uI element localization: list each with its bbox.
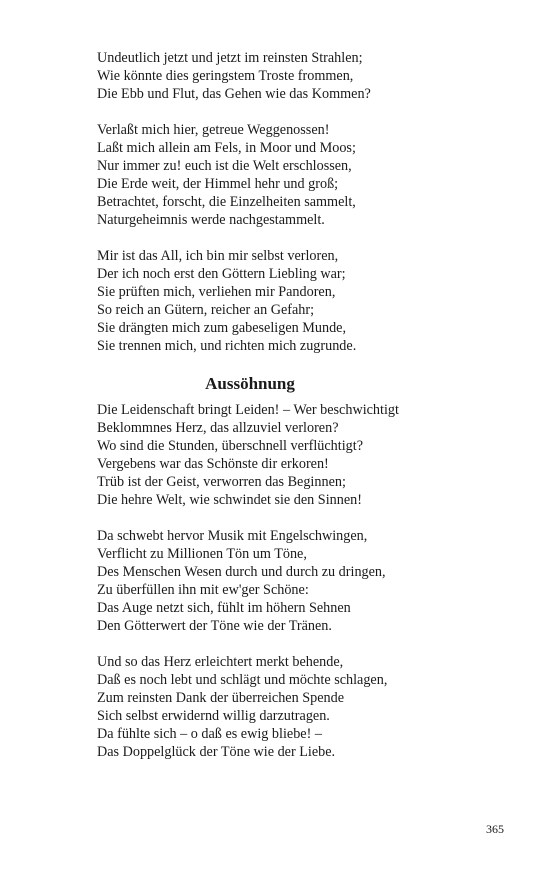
verse-line: Die Leidenschaft bringt Leiden! – Wer beschwichtigt xyxy=(97,402,399,418)
poem-title: Aussöhnung xyxy=(205,374,295,393)
verse-line: Das Doppelglück der Töne wie der Liebe. xyxy=(97,744,336,760)
verse-line: Da fühlte sich – o daß es ewig bliebe! – xyxy=(97,726,322,742)
verse-line: Verflicht zu Millionen Tön um Töne, xyxy=(97,546,307,562)
verse-line: Nur immer zu! euch ist die Welt erschlossen, xyxy=(97,158,352,174)
verse-line: Wo sind die Stunden, überschnell verflüchtigt? xyxy=(97,438,363,454)
verse-line: Das Auge netzt sich, fühlt im höhern Sehnen xyxy=(97,600,351,616)
verse-line: Die Ebb und Flut, das Gehen wie das Kommen? xyxy=(97,86,371,102)
verse-line: Naturgeheimnis werde nachgestammelt. xyxy=(97,212,325,228)
stanza xyxy=(97,121,517,229)
stanza xyxy=(97,49,517,103)
verse-line: Vergebens war das Schönste dir erkoren! xyxy=(97,456,329,472)
verse-line: Sie trennen mich, und richten mich zugrunde. xyxy=(97,338,357,354)
poem-page xyxy=(97,49,517,761)
verse-line: Und so das Herz erleichtert merkt behende, xyxy=(97,654,344,670)
verse-line: Trüb ist der Geist, verworren das Beginnen; xyxy=(97,474,346,490)
verse-line: Sie prüften mich, verliehen mir Pandoren, xyxy=(97,284,336,300)
verse-line: Undeutlich jetzt und jetzt im reinsten Strahlen; xyxy=(97,50,363,66)
verse-line: Beklommnes Herz, das allzuviel verloren? xyxy=(97,420,339,436)
verse-line: Wie könnte dies geringstem Troste frommen, xyxy=(97,68,354,84)
verse-line: Betrachtet, forscht, die Einzelheiten sammelt, xyxy=(97,194,356,210)
stanza xyxy=(97,401,517,509)
poem-after-title xyxy=(97,401,517,761)
stanza xyxy=(97,653,517,761)
verse-line: Zum reinsten Dank der überreichen Spende xyxy=(97,690,345,706)
page-number: 365 xyxy=(486,822,504,836)
verse-line: Die Erde weit, der Himmel hehr und groß; xyxy=(97,176,339,192)
verse-line: Da schwebt hervor Musik mit Engelschwingen, xyxy=(97,528,368,544)
verse-line: Verlaßt mich hier, getreue Weggenossen! xyxy=(97,122,330,138)
verse-line: Sie drängten mich zum gabeseligen Munde, xyxy=(97,320,347,336)
stanza xyxy=(97,247,517,355)
verse-line: Den Götterwert der Töne wie der Tränen. xyxy=(97,618,332,634)
verse-line: Zu überfüllen ihn mit ew'ger Schöne: xyxy=(97,582,309,598)
verse-line: Sich selbst erwidernd willig darzutragen. xyxy=(97,708,330,724)
verse-line: Mir ist das All, ich bin mir selbst verloren, xyxy=(97,248,339,264)
verse-line: Die hehre Welt, wie schwindet sie den Sinnen! xyxy=(97,492,362,508)
verse-line: Daß es noch lebt und schlägt und möchte schlagen, xyxy=(97,672,388,688)
verse-line: Laßt mich allein am Fels, in Moor und Moos; xyxy=(97,140,356,156)
stanza xyxy=(97,527,517,635)
poem-before-title xyxy=(97,49,517,355)
verse-line: So reich an Gütern, reicher an Gefahr; xyxy=(97,302,315,318)
verse-line: Der ich noch erst den Göttern Liebling war; xyxy=(97,266,346,282)
verse-line: Des Menschen Wesen durch und durch zu dringen, xyxy=(97,564,386,580)
